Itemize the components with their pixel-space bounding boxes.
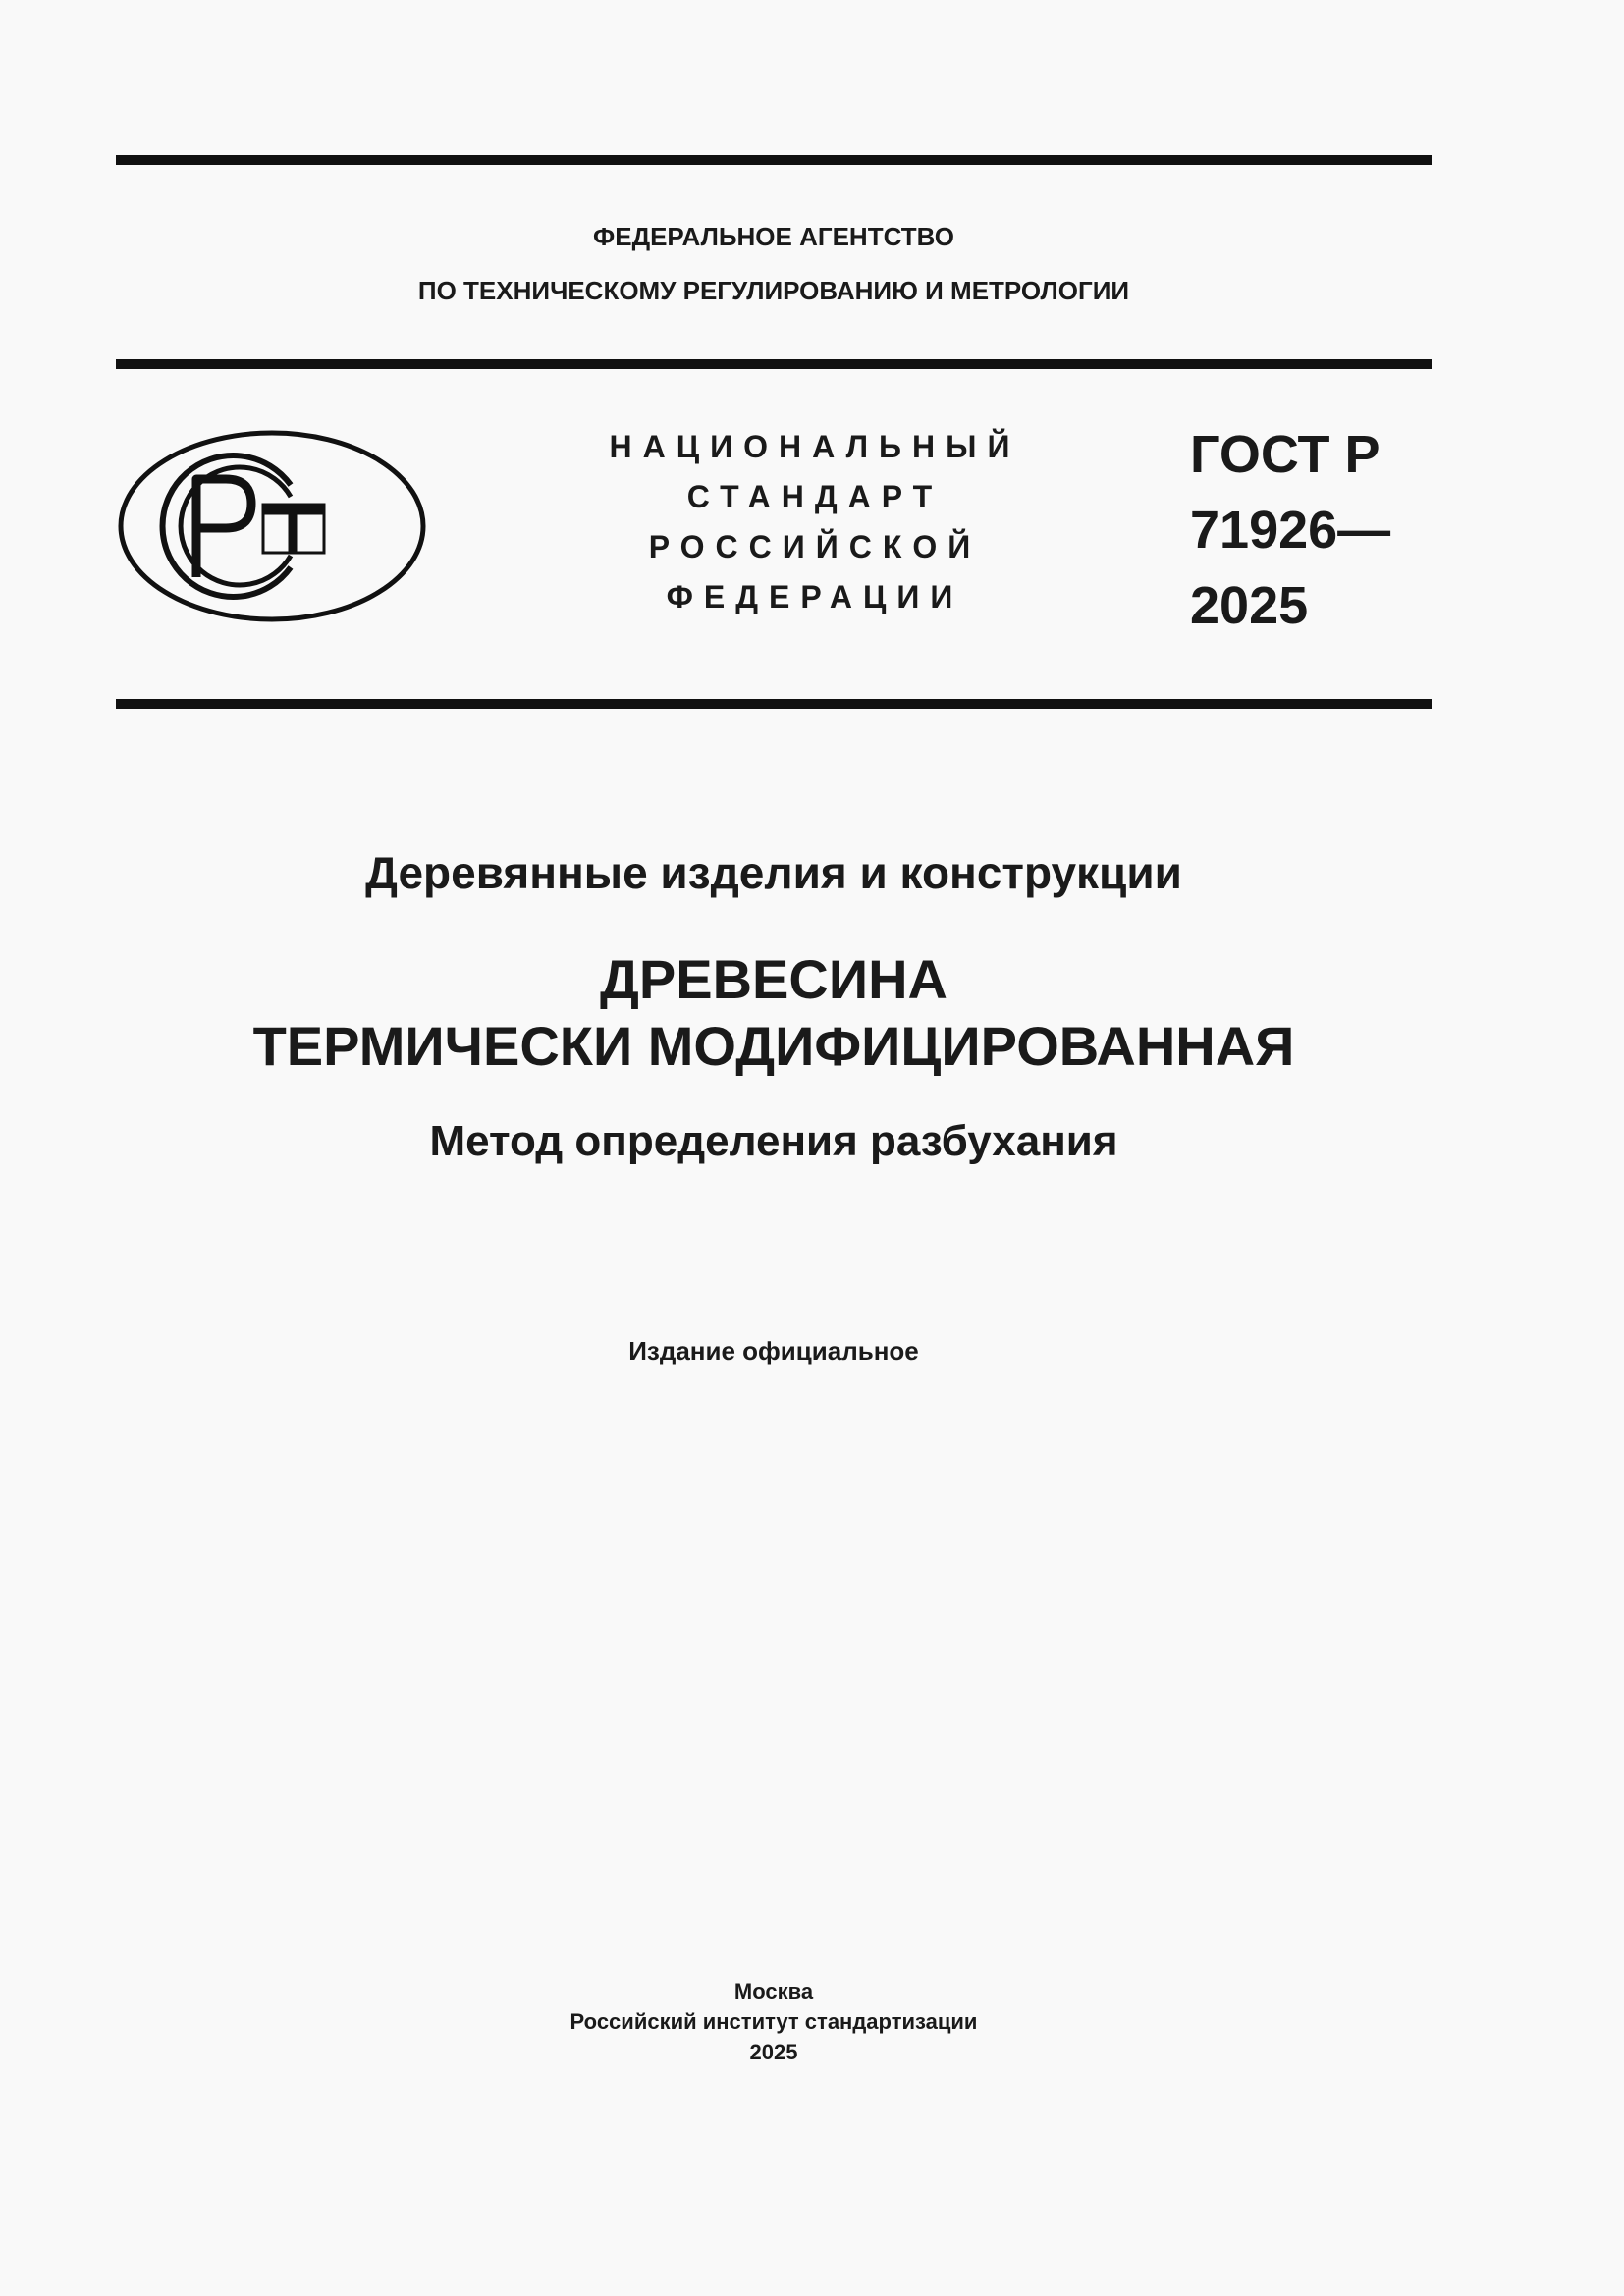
- imprint-year: 2025: [749, 2040, 798, 2064]
- document-title-line: ДРЕВЕСИНА: [600, 948, 947, 1010]
- designation-line: 71926—: [1190, 501, 1391, 560]
- top-rule: [116, 155, 1432, 165]
- rst-certification-mark-icon: [116, 428, 428, 624]
- national-standard-line: СТАНДАРТ: [686, 479, 944, 514]
- national-standard-line: РОССИЙСКОЙ: [648, 529, 982, 564]
- title-group-heading: Деревянные изделия и конструкции: [365, 847, 1182, 898]
- national-standard-line: ФЕДЕРАЦИИ: [666, 579, 964, 614]
- document-subtitle: Метод определения разбухания: [429, 1117, 1118, 1165]
- document-title: [116, 946, 1432, 1080]
- edition-label: Издание официальное: [628, 1336, 919, 1365]
- imprint-city: Москва: [733, 1979, 814, 2003]
- national-standard-line: НАЦИОНАЛЬНЫЙ: [609, 429, 1021, 464]
- imprint: [116, 1976, 1432, 2067]
- imprint-publisher: Российский институт стандартизации: [569, 2009, 978, 2034]
- agency-line-1: ФЕДЕРАЛЬНОЕ АГЕНТСТВО: [593, 222, 954, 251]
- document-title-line: ТЕРМИЧЕСКИ МОДИФИЦИРОВАННАЯ: [252, 1015, 1295, 1077]
- designation-line: ГОСТ Р: [1190, 425, 1380, 484]
- header-rule: [116, 359, 1432, 369]
- national-standard-heading: [550, 422, 1080, 622]
- designation-line: 2025: [1190, 576, 1309, 635]
- agency-line-2: ПО ТЕХНИЧЕСКОМУ РЕГУЛИРОВАНИЮ И МЕТРОЛОГИИ: [417, 276, 1130, 305]
- header-bottom-rule: [116, 699, 1432, 709]
- standard-designation: [1190, 417, 1390, 644]
